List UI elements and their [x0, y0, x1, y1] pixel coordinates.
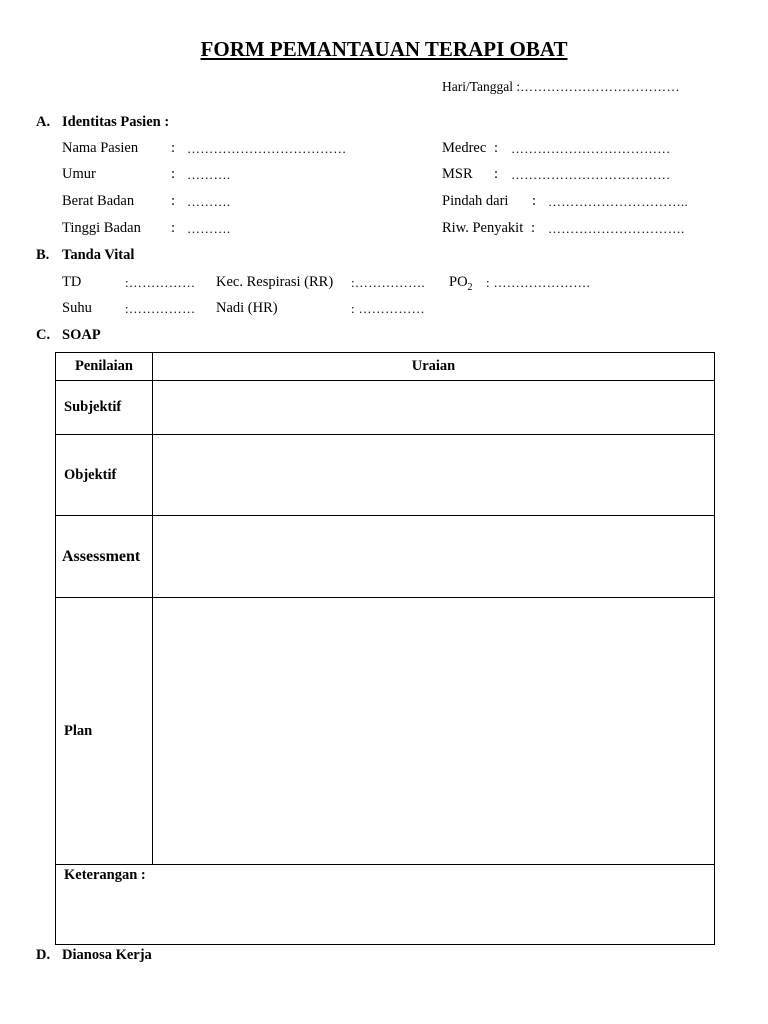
soap-row-objektif: [56, 435, 715, 516]
suhu-label: Suhu: [62, 300, 92, 316]
keterangan-label: Keterangan :: [64, 867, 146, 883]
section-a-title: Identitas Pasien :: [62, 114, 170, 130]
po2-subscript: 2: [467, 281, 473, 293]
soap-row-subjektif: [56, 381, 715, 435]
soap-header-row: [56, 353, 715, 381]
riw-penyakit-colon: :: [531, 220, 536, 236]
hr-field[interactable]: : ……………: [351, 301, 425, 316]
hr-label: Nadi (HR): [216, 300, 278, 316]
section-a-letter: A.: [36, 114, 51, 130]
berat-badan-field[interactable]: ……….: [187, 194, 231, 209]
objektif-cell[interactable]: [153, 435, 715, 516]
nama-pasien-colon: :: [171, 140, 176, 156]
section-c-letter: C.: [36, 327, 51, 343]
section-d-title: Dianosa Kerja: [62, 947, 152, 963]
tinggi-badan-colon: :: [171, 220, 176, 236]
td-field[interactable]: :……………: [125, 275, 196, 290]
penilaian-header: Penilaian: [56, 353, 153, 381]
berat-badan-colon: :: [171, 193, 176, 209]
po2-label-text: PO: [449, 274, 468, 290]
riw-penyakit-label: Riw. Penyakit: [442, 220, 524, 236]
section-c-title: SOAP: [62, 327, 101, 343]
soap-row-keterangan: [56, 865, 715, 945]
subjektif-cell[interactable]: [153, 381, 715, 435]
soap-row-assessment: [56, 516, 715, 598]
section-d-letter: D.: [36, 947, 51, 963]
msr-colon: :: [494, 166, 499, 182]
assessment-cell[interactable]: [153, 516, 715, 598]
section-b-letter: B.: [36, 247, 50, 263]
umur-label: Umur: [62, 166, 96, 182]
soap-table: [55, 352, 715, 945]
pindah-dari-colon: :: [532, 193, 537, 209]
msr-label: MSR: [442, 166, 473, 182]
date-label: Hari/Tanggal :: [442, 79, 521, 94]
msr-field[interactable]: ………………………………: [511, 167, 671, 182]
soap-row-plan: [56, 598, 715, 865]
date-dots: ………………………………: [520, 79, 680, 94]
suhu-field[interactable]: :……………: [125, 301, 196, 316]
pindah-dari-field[interactable]: …………………………..: [548, 194, 689, 209]
subjektif-label: Subjektif: [56, 381, 153, 435]
uraian-header: Uraian: [153, 353, 715, 381]
medrec-colon: :: [494, 140, 499, 156]
nama-pasien-field[interactable]: ………………………………: [187, 141, 347, 156]
keterangan-cell[interactable]: [56, 865, 715, 945]
plan-label: Plan: [56, 598, 153, 865]
rr-label: Kec. Respirasi (RR): [216, 274, 334, 290]
date-field[interactable]: [442, 79, 680, 96]
section-b-title: Tanda Vital: [62, 247, 135, 263]
plan-cell[interactable]: [153, 598, 715, 865]
td-label: TD: [62, 274, 82, 290]
pindah-dari-label: Pindah dari: [442, 193, 509, 209]
page-title: FORM PEMANTAUAN TERAPI OBAT: [200, 37, 568, 61]
umur-field[interactable]: ……….: [187, 167, 231, 182]
tinggi-badan-label: Tinggi Badan: [62, 220, 141, 236]
umur-colon: :: [171, 166, 176, 182]
assessment-label: Assessment: [56, 516, 153, 598]
medrec-field[interactable]: ………………………………: [511, 141, 671, 156]
berat-badan-label: Berat Badan: [62, 193, 135, 209]
medrec-label: Medrec: [442, 140, 487, 156]
rr-field[interactable]: :…………….: [351, 275, 425, 290]
nama-pasien-label: Nama Pasien: [62, 140, 139, 156]
po2-field[interactable]: : ………………….: [486, 275, 591, 290]
objektif-label: Objektif: [56, 435, 153, 516]
tinggi-badan-field[interactable]: ……….: [187, 221, 231, 236]
riw-penyakit-field[interactable]: ………………………….: [548, 221, 685, 236]
po2-label: [449, 274, 473, 293]
